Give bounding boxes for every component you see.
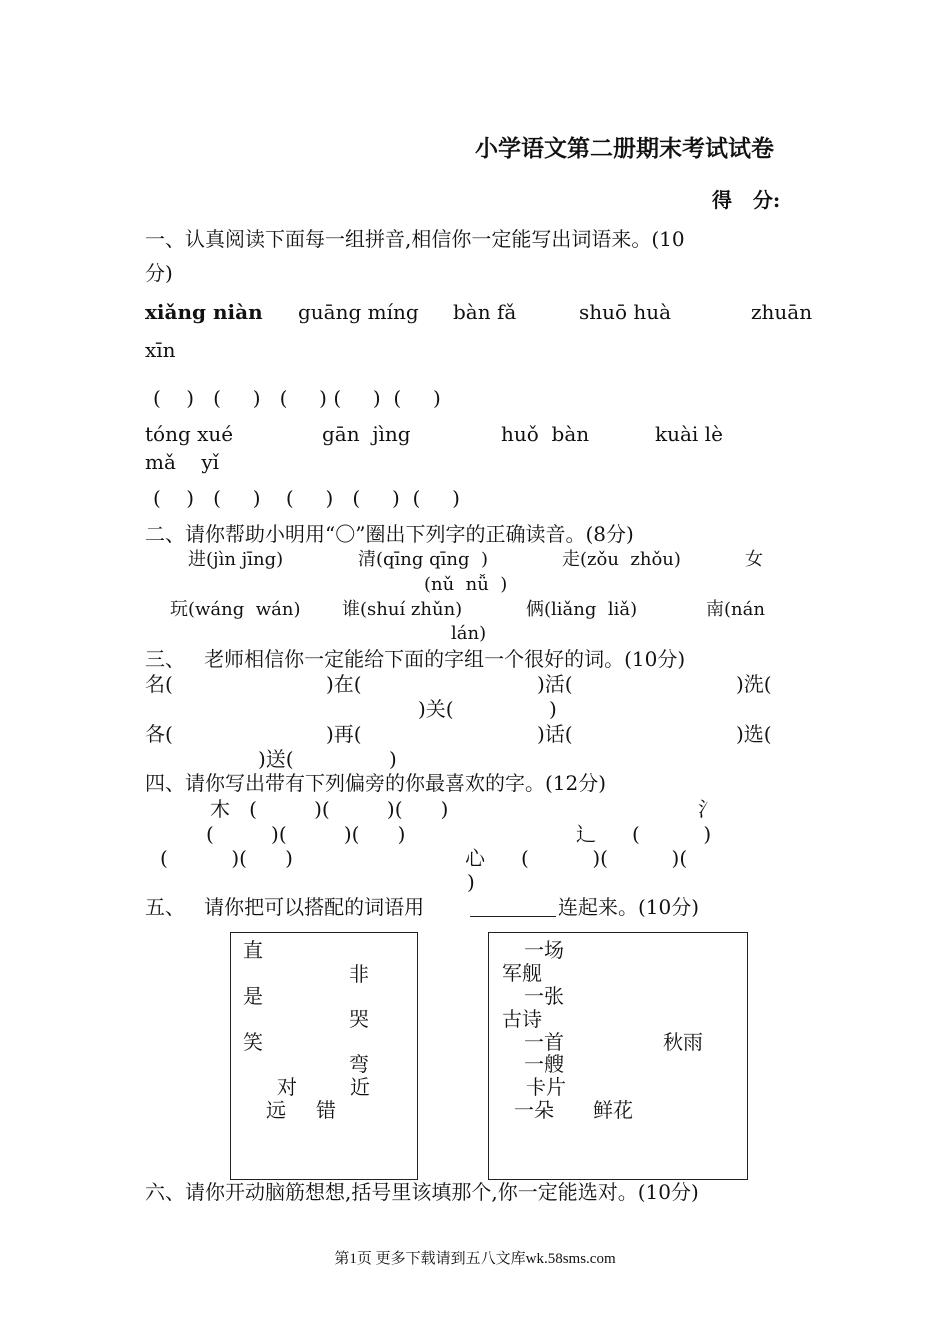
word-blank: )关( ): [418, 697, 557, 721]
match-word: 军舰: [502, 961, 542, 985]
q3-heading: 三、 老师相信你一定能给下面的字组一个很好的词。(10分): [145, 647, 686, 671]
match-word: 直: [243, 938, 263, 962]
pinyin-item: xīn: [145, 338, 176, 362]
match-word: 古诗: [502, 1007, 542, 1031]
pinyin-item: xiǎng niàn: [145, 300, 263, 324]
reading-choice: 进(jìn jīng): [188, 549, 284, 570]
match-word: 远: [266, 1098, 286, 1122]
reading-choice: 女: [745, 549, 763, 570]
radical: 心: [465, 846, 485, 870]
match-word: 是: [243, 984, 263, 1008]
match-word: 错: [316, 1098, 336, 1122]
match-word: 鲜花: [593, 1098, 633, 1122]
word-blank: 名(: [145, 672, 173, 696]
score-label: 得 分:: [712, 188, 781, 212]
match-word: 笑: [243, 1030, 263, 1054]
q4-heading: 四、请你写出带有下列偏旁的你最喜欢的字。(12分): [145, 771, 607, 795]
reading-choice: (nǔ nǚ ): [424, 574, 508, 595]
match-word: 哭: [349, 1007, 369, 1031]
pinyin-item: kuài lè: [655, 422, 723, 446]
answer-blanks: ( ) ( ) ( ) ( ) ( ): [153, 486, 460, 510]
match-word: 非: [349, 962, 369, 986]
radical-blanks: ( )( )(: [521, 846, 688, 870]
word-blank: 各(: [145, 722, 173, 746]
pinyin-item: gān jìng: [322, 422, 411, 446]
reading-choice: 清(qīng qīng ): [358, 549, 488, 570]
match-word: 一朵: [514, 1098, 554, 1122]
page-title: 小学语文第二册期末考试试卷: [475, 136, 774, 162]
answer-blanks: ( ) ( ) ( ) ( ) ( ): [153, 386, 441, 410]
match-word: 一首: [524, 1030, 564, 1054]
pinyin-item: mǎ yǐ: [145, 450, 220, 474]
match-word: 一场: [524, 938, 564, 962]
word-blank: )再(: [326, 722, 362, 746]
word-blank: )洗(: [736, 672, 772, 696]
reading-choice: lán): [451, 623, 487, 644]
radical-blanks: ( )( )( ): [206, 822, 406, 846]
q6-heading: 六、请你开动脑筋想想,括号里该填那个,你一定能选对。(10分): [145, 1180, 699, 1204]
word-blank: )送( ): [258, 747, 397, 771]
word-blank: )在(: [326, 672, 362, 696]
word-blank: )选(: [736, 722, 772, 746]
match-word: 一艘: [524, 1052, 564, 1076]
pinyin-item: huǒ bàn: [501, 422, 590, 446]
pinyin-item: bàn fǎ: [453, 300, 517, 324]
match-word: 弯: [349, 1052, 369, 1076]
q5-heading: 五、 请你把可以搭配的词语用: [145, 895, 425, 919]
match-word: 卡片: [526, 1075, 566, 1099]
match-word: 对: [277, 1075, 297, 1099]
reading-choice: 俩(liǎng liǎ): [526, 599, 638, 620]
q1-heading-cont: 分): [145, 261, 173, 285]
match-word: 近: [350, 1075, 370, 1099]
radical-blanks: ( )( ): [160, 846, 293, 870]
radical-blanks: ): [467, 870, 475, 894]
reading-choice: 玩(wáng wán): [170, 599, 301, 620]
q5-heading-end: 连起来。(10分): [558, 895, 700, 919]
q2-heading: 二、请你帮助小明用“〇”圈出下列字的正确读音。(8分): [145, 522, 634, 546]
match-word: 秋雨: [663, 1030, 703, 1054]
radical: 辶: [576, 822, 596, 846]
word-blank: )话(: [537, 722, 573, 746]
reading-choice: 走(zǒu zhǒu): [562, 549, 681, 570]
pinyin-item: guāng míng: [298, 300, 419, 324]
pinyin-item: zhuān: [751, 300, 813, 324]
left-word-box: [230, 932, 418, 1180]
pinyin-item: shuō huà: [579, 300, 672, 324]
q1-heading: 一、认真阅读下面每一组拼音,相信你一定能写出词语来。(10: [145, 227, 685, 251]
page-footer: 第1页 更多下载请到五八文库wk.58sms.com: [334, 1251, 616, 1267]
match-word: 一张: [524, 984, 564, 1008]
word-blank: )活(: [537, 672, 573, 696]
radical-blanks: ( ): [632, 822, 712, 846]
radical-blanks: 木 ( )( )( ): [210, 797, 449, 821]
radical: 氵: [698, 797, 718, 821]
reading-choice: 谁(shuí zhǔn): [342, 599, 463, 620]
reading-choice: 南(nán: [706, 599, 765, 620]
answer-underline: [470, 898, 556, 917]
pinyin-item: tóng xué: [145, 422, 234, 446]
